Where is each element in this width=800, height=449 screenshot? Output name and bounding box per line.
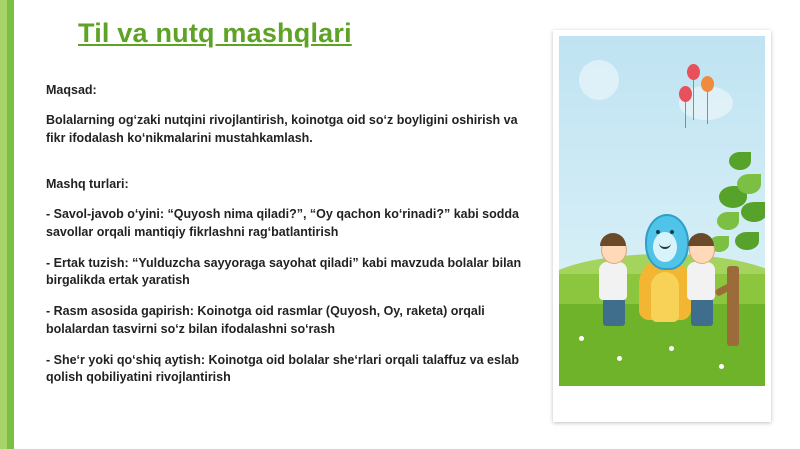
- balloon-string: [707, 92, 708, 124]
- spacer: [46, 158, 536, 176]
- tree-leaf: [717, 212, 739, 230]
- cloud-shape: [579, 60, 619, 100]
- tree-trunk: [727, 266, 739, 346]
- tree-leaf: [735, 232, 759, 250]
- balloon-icon: [701, 76, 714, 92]
- slide-accent-bar-inner: [0, 0, 7, 449]
- balloon-string: [693, 80, 694, 120]
- slide-body: [46, 82, 536, 400]
- list-item: - Rasm asosida gapirish: Koinotga oid rasmlar (Quyosh, Oy, raketa) orqali bolalardan tasvirni so‘z bilan ifodalashni so‘rash: [46, 304, 485, 336]
- child-left-shirt: [599, 262, 627, 300]
- flower-icon: [719, 364, 724, 369]
- goal-text: Bolalarning og‘zaki nutqini rivojlantirish, koinotga oid so‘z boyligini oshirish va fikr ifodalash ko‘nikmalarini mustahkamlash.: [46, 112, 518, 145]
- slide-accent-bar: [0, 0, 14, 449]
- types-label: Mashq turlari:: [46, 177, 129, 192]
- tree-leaf: [741, 202, 765, 222]
- flower-icon: [669, 346, 674, 351]
- list-item: - She‘r yoki qo‘shiq aytish: Koinotga oid bolalar she‘rlari orqali talaffuz va eslab qolish qobiliyatini rivojlantirish: [46, 352, 520, 385]
- illustration-frame: [553, 30, 771, 422]
- list-item: - Ertak tuzish: “Yulduzcha sayyoraga sayohat qiladi” kabi mavzuda bolalar bilan birgalikda ertak yaratish: [46, 255, 522, 288]
- mascot-eye: [656, 230, 660, 234]
- list-item: - Savol-javob o‘yini: “Quyosh nima qiladi?”, “Oy qachon ko‘rinadi?” kabi sodda savollar orqali mantiqiy fikrlashni rag‘batlantirish: [46, 207, 519, 239]
- mascot-eye: [670, 230, 674, 234]
- child-right-shirt: [687, 262, 715, 300]
- mascot-robe-inner: [651, 272, 679, 322]
- balloon-string: [685, 102, 686, 128]
- balloon-icon: [679, 86, 692, 102]
- child-left-legs: [603, 298, 625, 326]
- tree-leaf: [729, 152, 751, 170]
- child-right-legs: [691, 298, 713, 326]
- page-title: Til va nutq mashqlari: [78, 18, 352, 48]
- balloon-icon: [687, 64, 700, 80]
- flower-icon: [617, 356, 622, 361]
- illustration-image: [559, 36, 765, 416]
- tree-leaf: [737, 174, 761, 194]
- illustration-bottom-edge: [559, 386, 765, 416]
- flower-icon: [579, 336, 584, 341]
- goal-label: Maqsad:: [46, 83, 97, 97]
